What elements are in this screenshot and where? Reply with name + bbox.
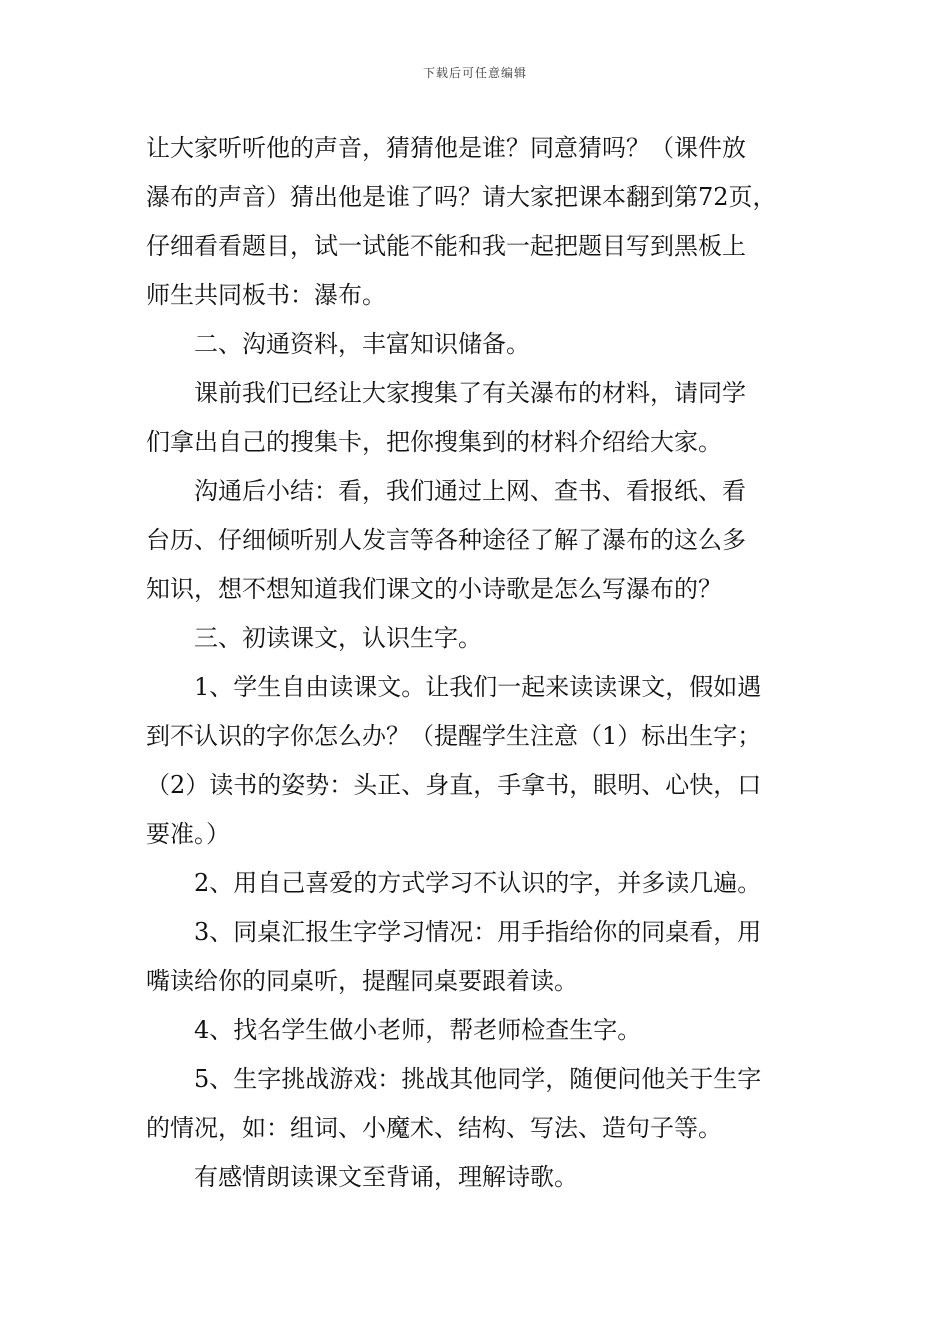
text-line: 们拿出自己的搜集卡，把你搜集到的材料介绍给大家。: [146, 428, 722, 456]
text-line: 的情况，如：组词、小魔术、结构、写法、造句子等。: [146, 1114, 722, 1142]
text-line: 要准。）: [146, 820, 230, 848]
text-line: 知识，想不想知道我们课文的小诗歌是怎么写瀑布的？: [146, 575, 722, 603]
text-line: 台历、仔细倾听别人发言等各种途径了解了瀑布的这么多: [146, 526, 746, 554]
text-line: 5、生字挑战游戏：挑战其他同学，随便问他关于生字: [194, 1065, 762, 1093]
text-line: 师生共同板书：瀑布。: [146, 281, 386, 309]
text-line: 沟通后小结：看，我们通过上网、查书、看报纸、看: [194, 477, 746, 505]
text-line: 到不认识的字你怎么办？（提醒学生注意（1）标出生字；: [146, 722, 762, 750]
text-line: 有感情朗读课文至背诵，理解诗歌。: [194, 1163, 578, 1191]
text-line: 瀑布的声音）猜出他是谁了吗？请大家把课本翻到第72页，: [146, 183, 777, 211]
text-line: 让大家听听他的声音，猜猜他是谁？同意猜吗？（课件放: [146, 134, 746, 162]
text-line: 仔细看看题目，试一试能不能和我一起把题目写到黑板上: [146, 232, 746, 260]
section-heading: 三、初读课文，认识生字。: [194, 624, 482, 652]
document-body: [146, 124, 808, 1202]
text-line: 4、找名学生做小老师，帮老师检查生字。: [194, 1016, 642, 1044]
text-line: （2）读书的姿势：头正、身直，手拿书，眼明、心快，口: [146, 771, 762, 799]
section-heading: 二、沟通资料，丰富知识储备。: [194, 330, 530, 358]
text-line: 2、用自己喜爱的方式学习不认识的字，并多读几遍。: [194, 869, 762, 897]
text-line: 3、同桌汇报生字学习情况：用手指给你的同桌看，用: [194, 918, 762, 946]
text-line: 1、学生自由读课文。让我们一起来读读课文，假如遇: [194, 673, 762, 701]
page-header-note: 下载后可任意编辑: [422, 66, 527, 80]
text-line: 课前我们已经让大家搜集了有关瀑布的材料，请同学: [194, 379, 746, 407]
text-line: 嘴读给你的同桌听，提醒同桌要跟着读。: [146, 967, 578, 995]
